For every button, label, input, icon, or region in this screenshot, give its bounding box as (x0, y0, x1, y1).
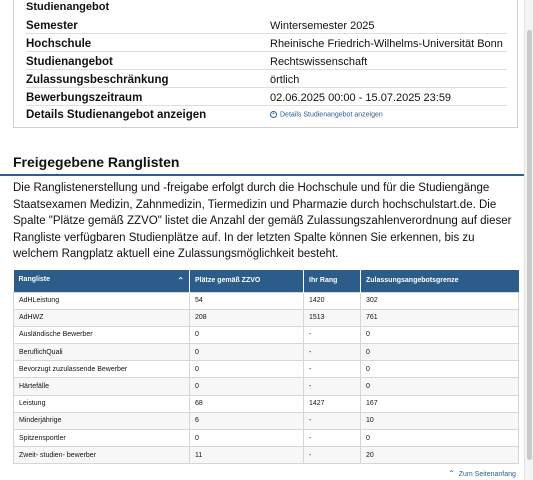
cell-plaetze: 6 (190, 412, 304, 429)
info-value: Rechtswissenschaft (270, 56, 368, 68)
cell-rang: - (304, 430, 361, 447)
back-to-top-label: Zum Seitenanfang (458, 471, 516, 478)
info-value: Wintersemester 2025 (270, 20, 375, 32)
info-row-studienangebot (26, 53, 507, 70)
info-value: Rheinische Friedrich-Wilhelms-Universität Bonn (270, 38, 503, 50)
details-link[interactable] (270, 111, 383, 118)
cell-grenze: 20 (361, 447, 519, 464)
table-row (14, 447, 519, 464)
info-key: Bewerbungszeitraum (26, 92, 143, 104)
column-header-plaetze[interactable]: Plätze gemäß ZZVO (190, 270, 304, 292)
info-value: örtlich (270, 74, 300, 86)
cell-rangliste: BeruflichQuali (14, 344, 190, 361)
cell-rangliste: Leistung (14, 395, 190, 412)
cell-grenze: 0 (361, 430, 519, 447)
info-row-semester (26, 17, 507, 34)
scrollbar-thumb[interactable] (527, 30, 532, 460)
cell-rangliste: Minderjährige (14, 412, 190, 429)
info-row-zulassung (26, 71, 507, 88)
cell-rang: 1420 (304, 292, 361, 309)
info-row-hochschule (26, 35, 507, 52)
cell-rang: - (304, 344, 361, 361)
cell-plaetze: 68 (190, 395, 304, 412)
column-header-label: Rangliste (18, 276, 51, 284)
cell-rangliste: Ausländische Bewerber (14, 326, 190, 343)
cell-rang: - (304, 378, 361, 395)
cell-rangliste: AdHLeistung (14, 292, 190, 309)
section-divider (0, 174, 524, 176)
cell-rang: - (304, 412, 361, 429)
cell-rang: - (304, 447, 361, 464)
table-row (14, 344, 519, 361)
table-row (14, 412, 519, 429)
info-value: 02.06.2025 00:00 - 15.07.2025 23:59 (270, 92, 452, 104)
cell-rangliste: Spitzensportler (14, 430, 190, 447)
column-header-grenze[interactable]: Zulassungsangebotsgrenze (361, 270, 519, 292)
cell-rangliste: Härtefälle (14, 378, 190, 395)
cell-grenze: 302 (361, 292, 519, 309)
info-key: Semester (26, 20, 78, 32)
info-row-details (26, 106, 507, 125)
back-to-top-link[interactable] (448, 469, 516, 478)
cell-grenze: 10 (361, 412, 519, 429)
info-key: Details Studienangebot anzeigen (26, 109, 207, 121)
cell-rangliste: Bevorzugt zuzulassende Bewerber (14, 361, 190, 378)
study-offer-card (13, 0, 518, 128)
card-title: Studienangebot (26, 1, 110, 13)
table-row (14, 292, 519, 309)
cell-plaetze: 208 (190, 309, 304, 326)
table-header-row (14, 270, 519, 292)
cell-grenze: 0 (361, 326, 519, 343)
details-link-label: Details Studienangebot anzeigen (280, 111, 383, 119)
cell-plaetze: 11 (190, 447, 304, 464)
chevron-up-icon: ⌃ (448, 469, 455, 478)
info-circle-icon: + (270, 111, 277, 118)
cell-grenze: 761 (361, 309, 519, 326)
info-key: Zulassungsbeschränkung (26, 74, 169, 86)
cell-plaetze: 54 (190, 292, 304, 309)
cell-rangliste: Zweit- studien- bewerber (14, 447, 190, 464)
column-header-rangliste[interactable] (14, 270, 190, 292)
table-row (14, 430, 519, 447)
ranking-table (13, 270, 519, 464)
table-row (14, 395, 519, 412)
cell-plaetze: 0 (190, 361, 304, 378)
intro-text: Die Ranglistenerstellung und -freigabe erfolgt durch die Hochschule und für die Studiengänge Staatsexamen Medizin, Zahnmedizin, Tiermedizin und Pharmazie durch hochschulstart.de. Die Spalte "Plätze gemäß ZZVO" listet die Anzahl der gemäß Zulassungszahlenverordnung auf dieser Rangliste verfügbaren Studienplätze auf. In der letzten Spalte können Sie erkennen, bis zu welchem Rangplatz aktuell eine Zulassungsmöglichkeit besteht. (13, 182, 512, 260)
cell-rang: 1513 (304, 309, 361, 326)
info-key: Studienangebot (26, 56, 113, 68)
cell-grenze: 0 (361, 361, 519, 378)
table-row (14, 326, 519, 343)
column-header-rang[interactable]: Ihr Rang (304, 270, 361, 292)
cell-plaetze: 0 (190, 378, 304, 395)
cell-plaetze: 0 (190, 430, 304, 447)
cell-plaetze: 0 (190, 326, 304, 343)
info-key: Hochschule (26, 38, 92, 50)
cell-rangliste: AdHWZ (14, 309, 190, 326)
cell-rang: - (304, 361, 361, 378)
cell-grenze: 167 (361, 395, 519, 412)
table-row (14, 361, 519, 378)
page-scrollbar[interactable] (524, 0, 533, 480)
cell-grenze: 0 (361, 344, 519, 361)
info-row-bewerbungszeitraum (26, 89, 507, 106)
cell-rang: - (304, 326, 361, 343)
cell-grenze: 0 (361, 378, 519, 395)
chevron-up-icon: ⌃ (177, 276, 184, 286)
cell-plaetze: 0 (190, 344, 304, 361)
cell-rang: 1427 (304, 395, 361, 412)
section-title: Freigegebene Ranglisten (13, 154, 180, 170)
table-row (14, 309, 519, 326)
table-row (14, 378, 519, 395)
